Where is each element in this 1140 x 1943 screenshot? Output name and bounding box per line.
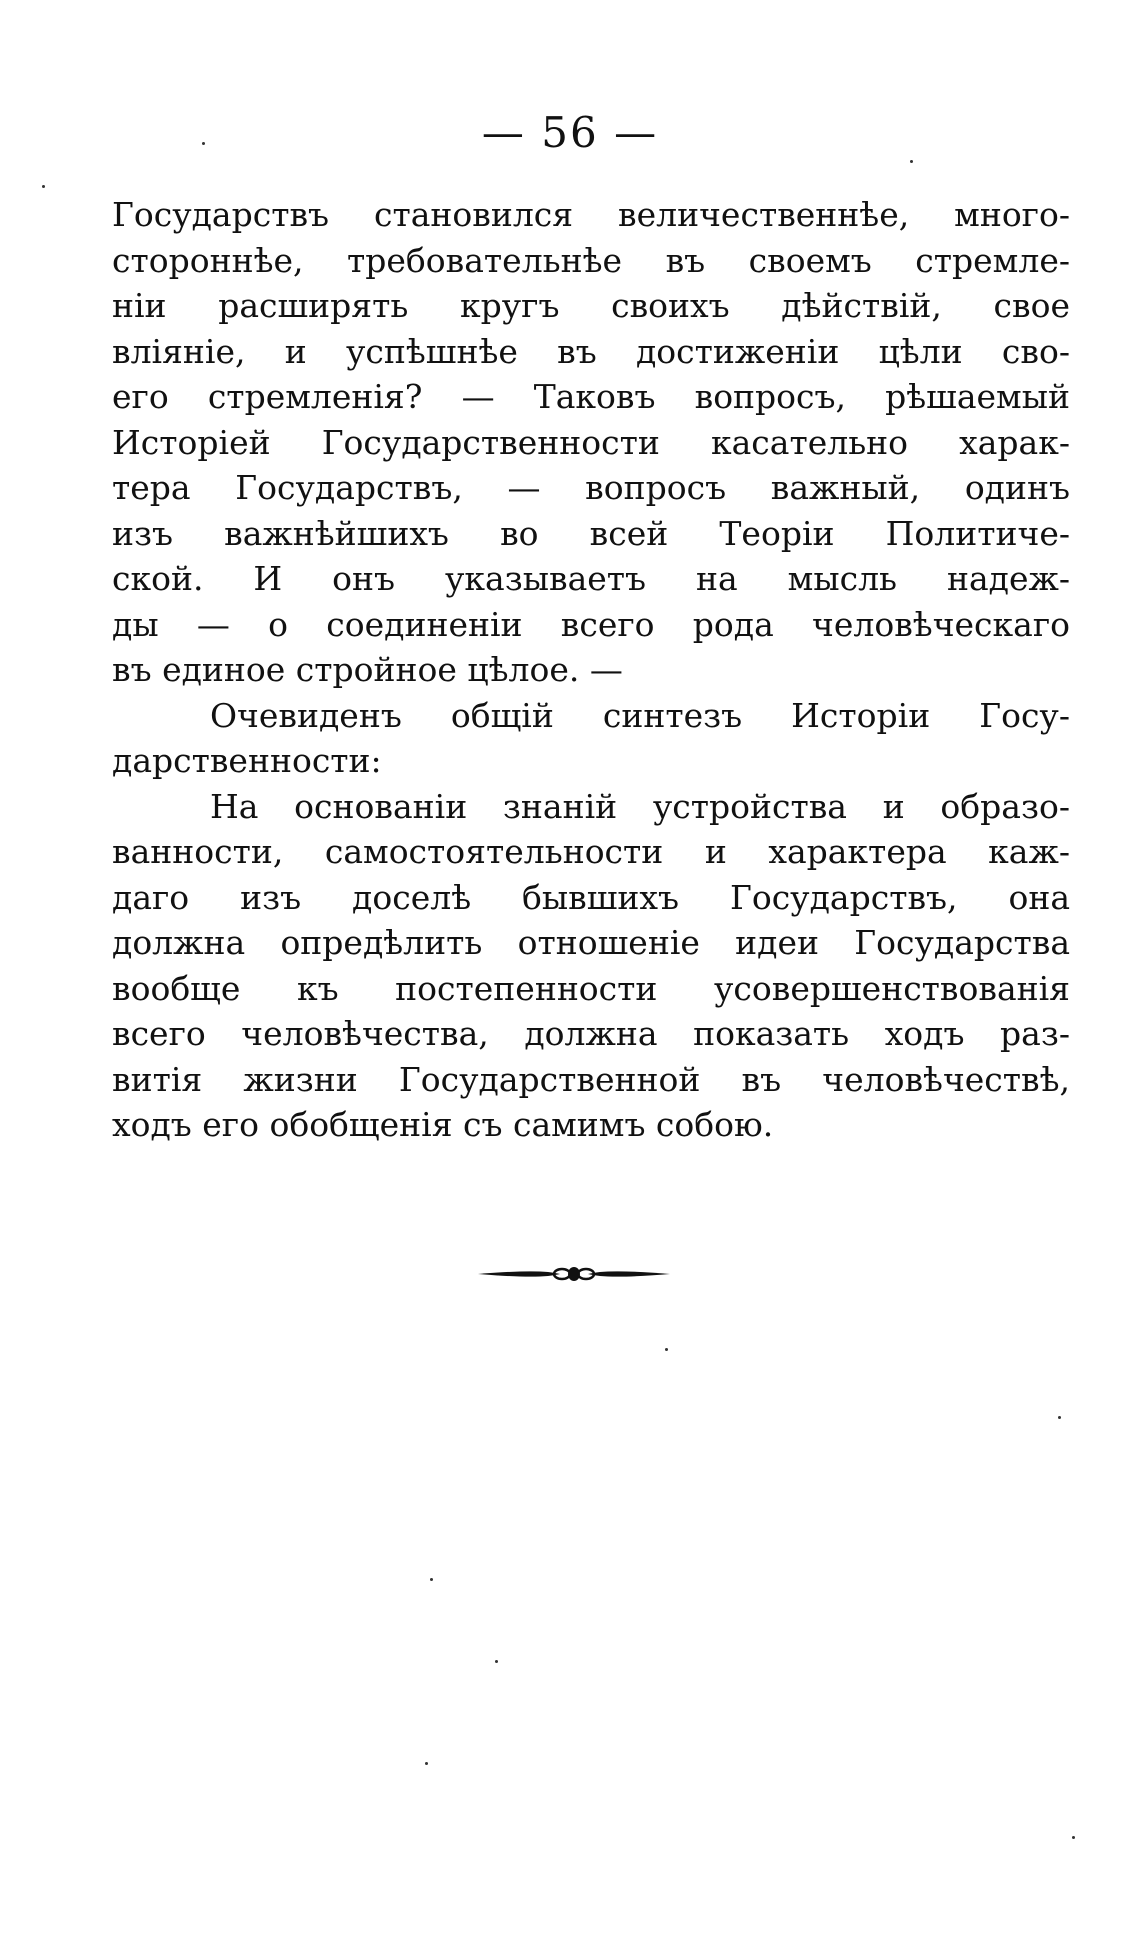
text-line: стороннѣе, требовательнѣе въ своемъ стремле- xyxy=(112,240,1070,280)
text-line: Очевиденъ общiй синтезъ Исторiи Госу- xyxy=(210,695,1070,735)
speck xyxy=(425,1762,428,1765)
text-line: должна опредѣлить отношенiе идеи Государства xyxy=(112,923,1070,962)
text-line: влiянiе, и успѣшнѣе въ достиженiи цѣли сво- xyxy=(112,331,1070,371)
text-line: Исторiей Государственности касательно харак- xyxy=(112,422,1070,462)
text-line: въ единое стройное цѣлое. — xyxy=(112,650,623,689)
speck xyxy=(42,185,45,188)
speck xyxy=(495,1660,498,1663)
body-text xyxy=(112,192,1070,1148)
text-line: нiи расширять кругъ своихъ дѣйствiй, свое xyxy=(112,286,1070,325)
text-line: изъ важнѣйшихъ во всей Теорiи Политиче- xyxy=(112,513,1070,553)
speck xyxy=(1072,1836,1075,1839)
text-line: Государствъ становился величественнѣе, много- xyxy=(112,195,1070,234)
text-line: витiя жизни Государственной въ человѣчествѣ, xyxy=(112,1059,1070,1099)
speck xyxy=(910,160,913,163)
text-line: дарственности: xyxy=(112,741,382,780)
text-line: ходъ его обобщенiя съ самимъ собою. xyxy=(112,1105,774,1144)
text-line: На основанiи знанiй устройства и образо- xyxy=(210,786,1070,826)
text-line: даго изъ доселѣ бывшихъ Государствъ, она xyxy=(112,877,1070,917)
text-line: ванности, самостоятельности и характера каж- xyxy=(112,832,1070,871)
text-line: всего человѣчества, должна показать ходъ раз- xyxy=(112,1014,1070,1053)
speck xyxy=(430,1578,433,1581)
text-line: его стремленiя? — Таковъ вопросъ, рѣшаемый xyxy=(112,377,1070,416)
page-number: — 56 — xyxy=(481,108,659,157)
text-line: вообще къ постепенности усовершенствованiя xyxy=(112,968,1070,1008)
decorative-rule-ornament xyxy=(476,1260,672,1288)
speck xyxy=(1058,1416,1061,1419)
text-line: ской. И онъ указываетъ на мысль надеж- xyxy=(112,559,1070,598)
speck xyxy=(202,142,205,145)
speck xyxy=(665,1348,668,1351)
text-line: тера Государствъ, — вопросъ важный, одинъ xyxy=(112,468,1070,507)
text-line: ды — о соединенiи всего рода человѣческаго xyxy=(112,604,1070,644)
